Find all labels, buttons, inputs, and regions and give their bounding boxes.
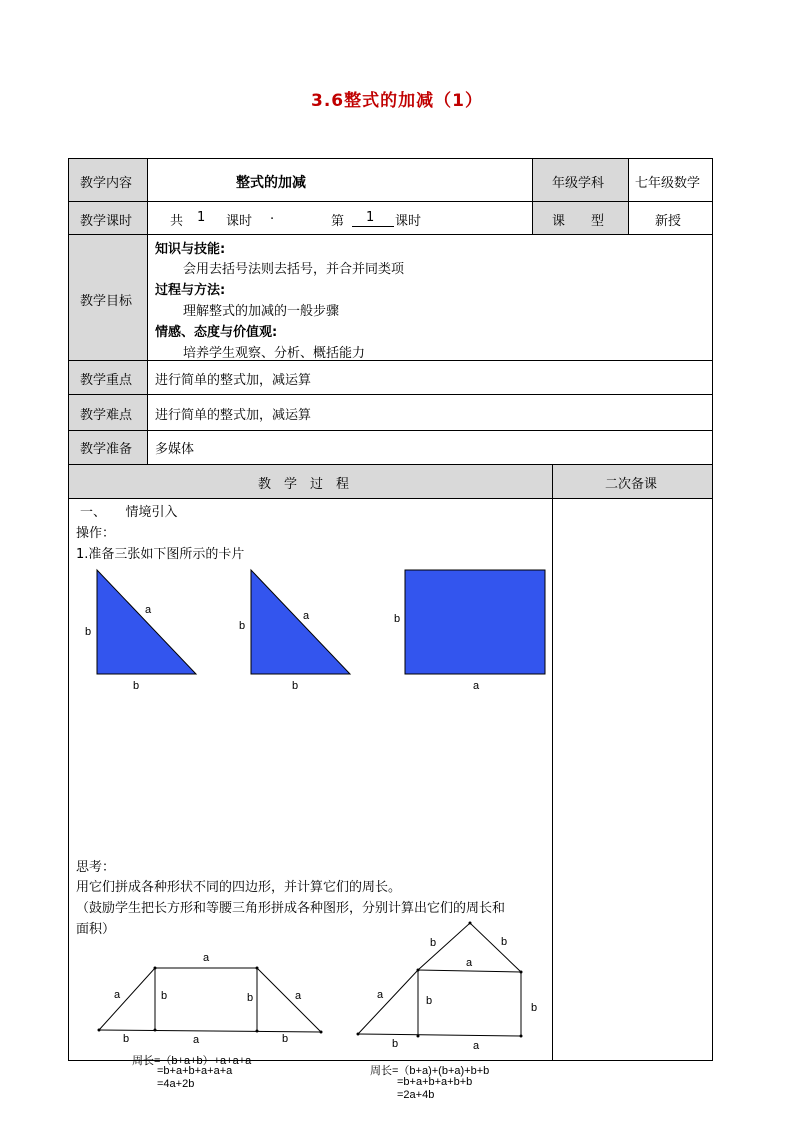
hours-count: 1 (197, 210, 206, 225)
hours-gong: 共 (170, 214, 184, 229)
hours-di: 第 (331, 214, 345, 229)
fig2-formula-3: =2a+4b (397, 1089, 435, 1101)
label-goals: 教学目标 (80, 294, 133, 309)
hours-keshi2: 课时 (395, 214, 422, 229)
prep-value: 多媒体 (155, 442, 195, 457)
hours-num: 1 (366, 210, 375, 225)
label-content: 教学内容 (80, 176, 133, 191)
fig2-right-label: b (531, 1002, 538, 1014)
fig1-formula-1: 周长=（b+a+b）+a+a+a (132, 1055, 252, 1067)
fig1-bottom-mid-label: a (193, 1034, 200, 1046)
section-intro: 一、 情境引入 (80, 505, 178, 520)
content-value: 整式的加减 (236, 175, 306, 191)
process-header: 教 学 过 程 (258, 477, 350, 492)
goal-heading-process: 过程与方法: (155, 283, 226, 298)
fig2-bottom-mid-label: a (473, 1040, 480, 1052)
think-label: 思考： (76, 860, 116, 875)
label-prep: 教学准备 (80, 442, 133, 457)
fig1-bottom-right-label: b (282, 1033, 289, 1045)
goal-heading-emotion: 情感、态度与价值观: (155, 325, 278, 340)
think-hint-1: （鼓励学生把长方形和等腰三角形拼成各种图形，分别计算出它们的周长和 (76, 901, 506, 916)
fig2-roof-right-label: b (501, 936, 508, 948)
fig2-formula-2: =b+a+b+a+b+b (397, 1076, 473, 1088)
step-prepare: 1.准备三张如下图所示的卡片 (76, 547, 245, 562)
fig2-roof-left-label: b (430, 937, 437, 949)
key-value: 进行简单的整式加，减运算 (155, 373, 312, 388)
fig2-bottom-left-label: b (392, 1038, 399, 1050)
hours-keshi: 课时 (226, 214, 253, 229)
fig1-formula-2: =b+a+b+a+a+a (157, 1065, 233, 1077)
page-title: 3.6整式的加减（1） (311, 91, 483, 111)
difficult-value: 进行简单的整式加，减运算 (155, 408, 312, 423)
tri1-hyp-label: a (145, 604, 152, 616)
label-key: 教学重点 (80, 373, 133, 388)
fig1-inner-right-label: b (247, 992, 254, 1004)
backup-header: 二次备课 (605, 477, 658, 492)
think-hint-2: 面积） (76, 922, 116, 937)
fig2-inner-label: b (426, 995, 433, 1007)
label-hours: 教学课时 (80, 214, 133, 229)
tri2-base-label: b (292, 680, 299, 692)
type-value: 新授 (655, 214, 682, 229)
goal-heading-knowledge: 知识与技能: (155, 242, 226, 257)
label-difficult: 教学难点 (80, 408, 133, 423)
think-question: 用它们拼成各种形状不同的四边形，并计算它们的周长。 (76, 880, 402, 895)
label-grade: 年级学科 (552, 176, 605, 191)
fig1-bottom-left-label: b (123, 1033, 130, 1045)
fig1-top-label: a (203, 952, 210, 964)
label-type: 课 型 (552, 214, 605, 229)
goal-process: 理解整式的加减的一般步骤 (183, 304, 340, 319)
fig2-formula-1: 周长=（b+a)+(b+a)+b+b (370, 1065, 490, 1077)
operation-label: 操作： (76, 526, 116, 541)
goal-emotion: 培养学生观察、分析、概括能力 (183, 346, 366, 361)
fig1-left-slant-label: a (114, 989, 121, 1001)
fig1-inner-left-label: b (161, 990, 168, 1002)
fig1-right-slant-label: a (295, 990, 302, 1002)
rect-base-label: a (473, 680, 480, 692)
tri2-hyp-label: a (303, 610, 310, 622)
rect-side-label: b (394, 613, 401, 625)
fig1-formula-3: =4a+2b (157, 1078, 195, 1090)
tri2-side-label: b (239, 620, 246, 632)
goal-knowledge: 会用去括号法则去括号，并合并同类项 (183, 262, 405, 277)
tri1-base-label: b (133, 680, 140, 692)
grade-value: 七年级数学 (635, 176, 701, 191)
hours-dot: . (270, 208, 275, 223)
tri1-side-label: b (85, 626, 92, 638)
fig2-mid-label: a (466, 957, 473, 969)
fig2-slant-label: a (377, 989, 384, 1001)
